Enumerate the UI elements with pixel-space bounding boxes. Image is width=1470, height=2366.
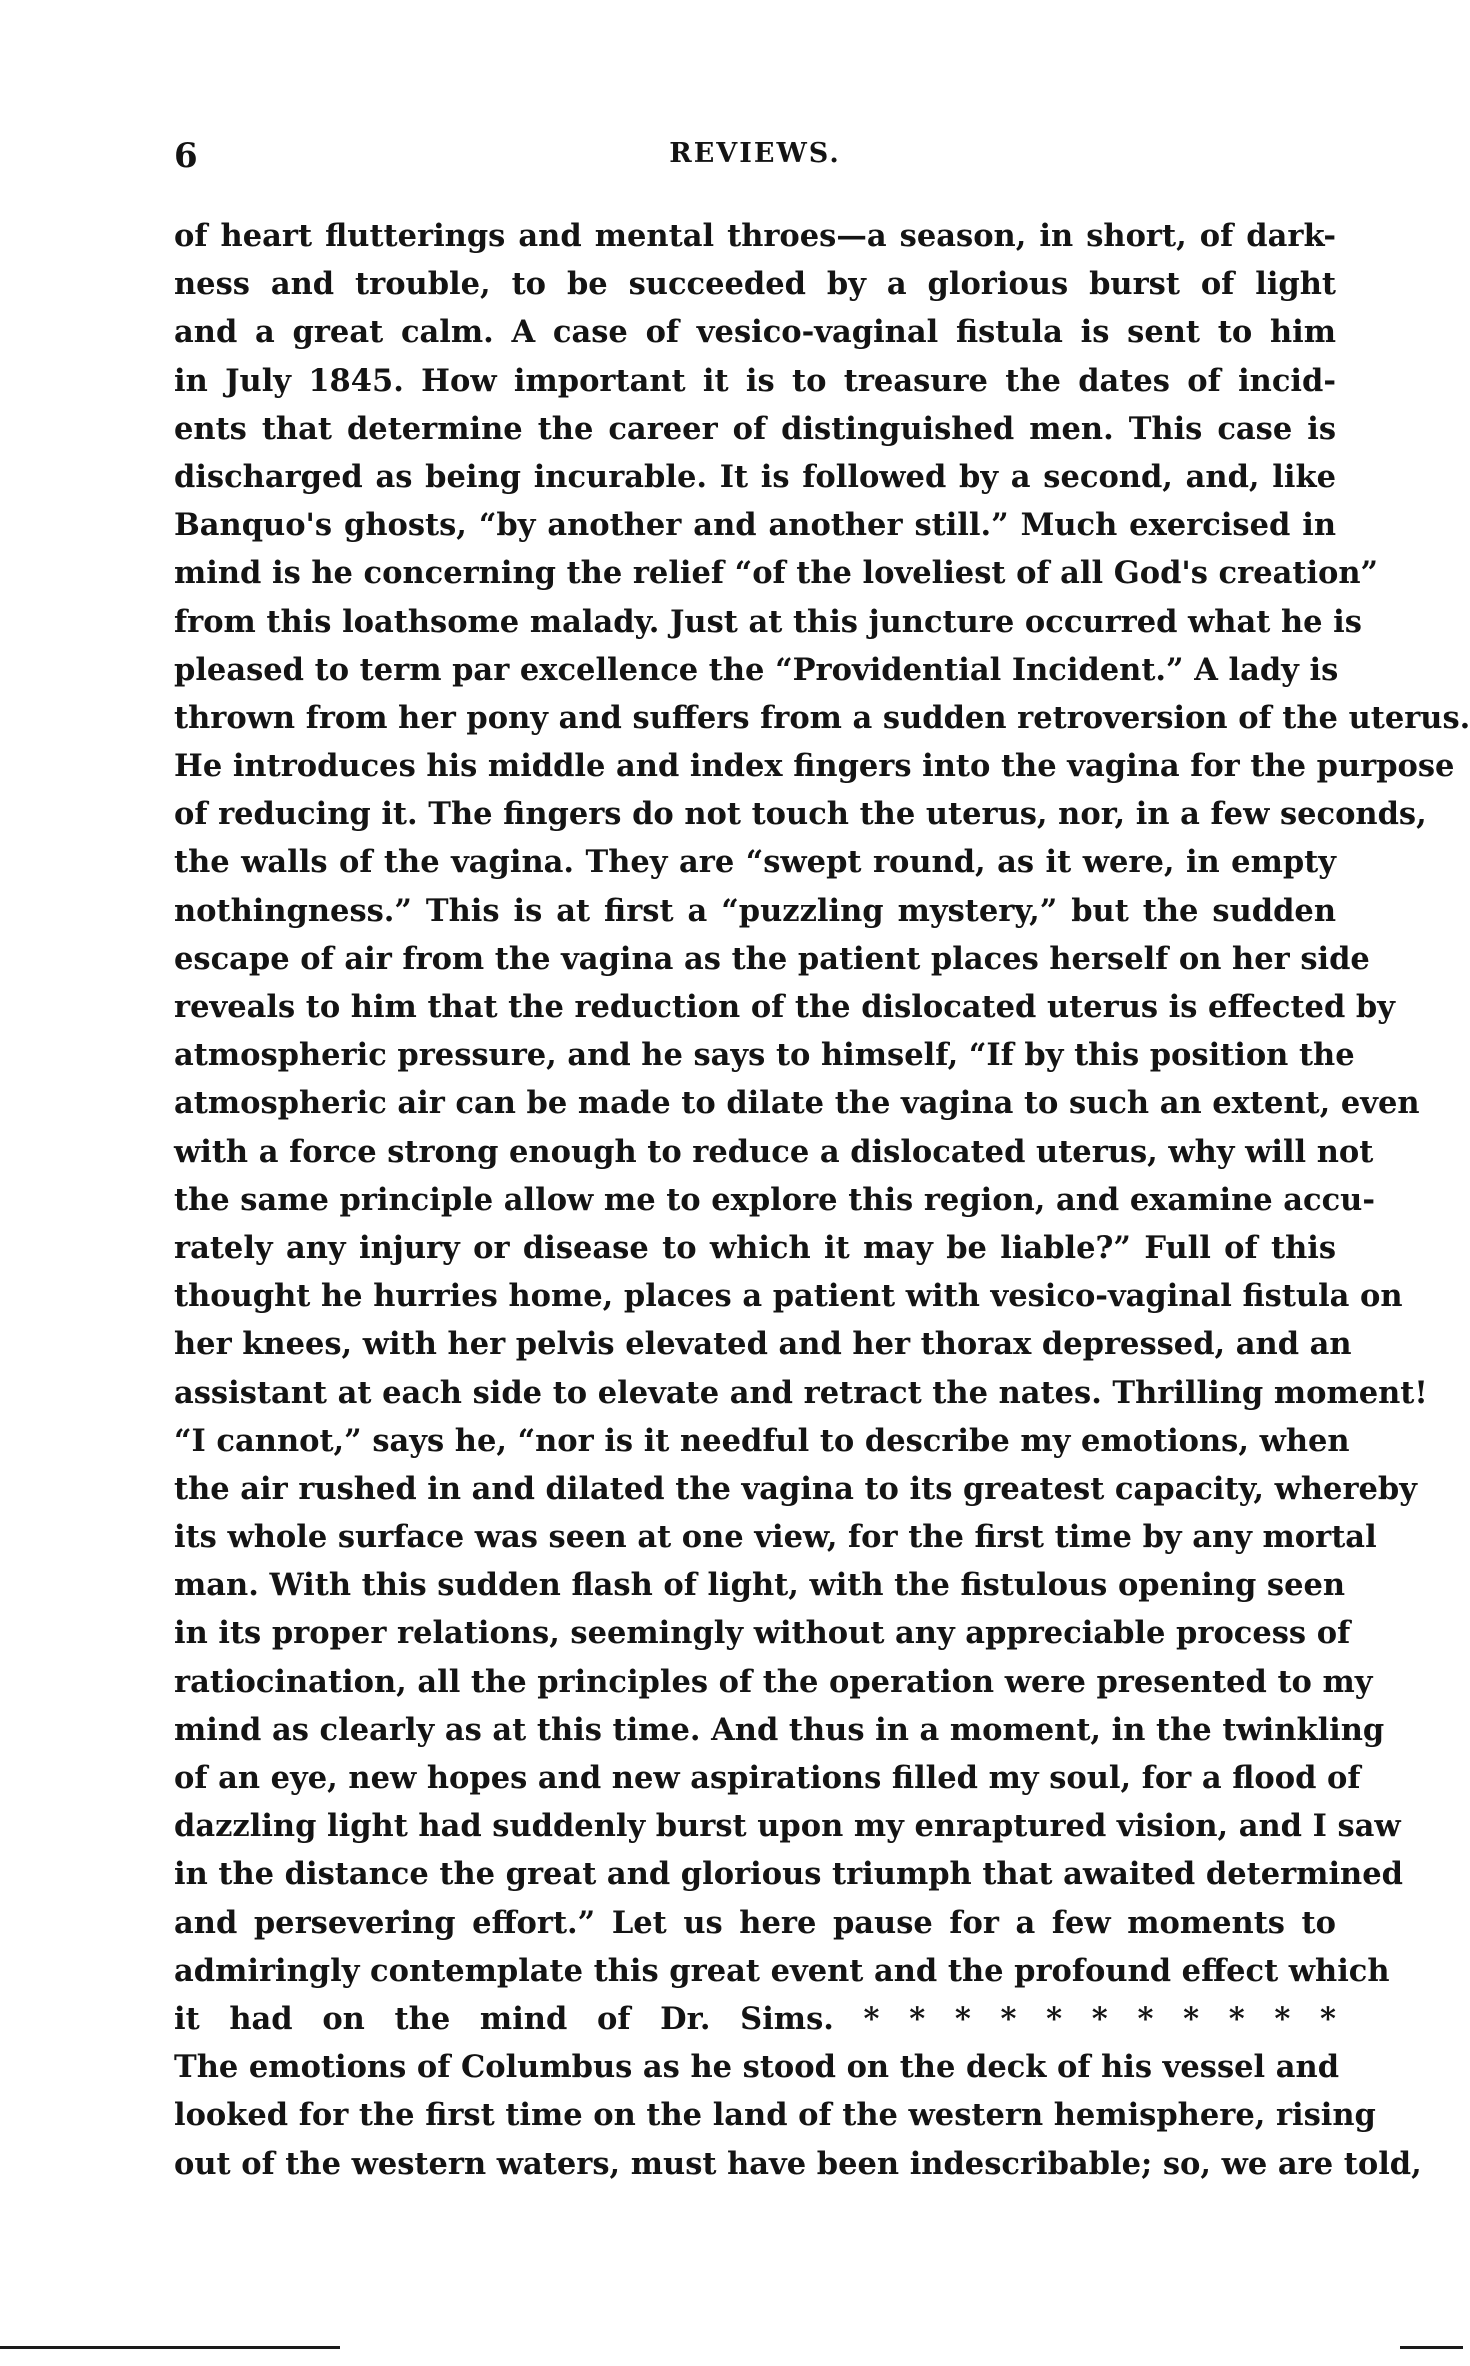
page-number: 6 bbox=[174, 136, 198, 176]
text-line: atmospheric air can be made to dilate the vagina to such an extent, even bbox=[174, 1085, 1420, 1122]
text-line: thought he hurries home, places a patient with vesico-vaginal fistula on bbox=[174, 1278, 1403, 1315]
text-line: thrown from her pony and suffers from a sudden retroversion of the uterus. bbox=[174, 699, 1470, 736]
text-line: it had on the mind of Dr. Sims. * * * * * * * * * * * bbox=[174, 2000, 1336, 2037]
text-line: ents that determine the career of distinguished men. This case is bbox=[174, 410, 1336, 447]
text-line: assistant at each side to elevate and retract the nates. Thrilling moment! bbox=[174, 1374, 1428, 1411]
scan-edge-segment bbox=[1400, 2346, 1463, 2349]
text-line: mind as clearly as at this time. And thus in a moment, in the twinkling bbox=[174, 1711, 1385, 1748]
text-line: ratiocination, all the principles of the operation were presented to my bbox=[174, 1663, 1373, 1700]
text-line: Banquo's ghosts, “by another and another still.” Much exercised in bbox=[174, 507, 1336, 544]
text-line: from this loathsome malady. Just at this juncture occurred what he is bbox=[174, 603, 1362, 640]
text-line: escape of air from the vagina as the patient places herself on her side bbox=[174, 940, 1370, 977]
text-line: dazzling light had suddenly burst upon my enraptured vision, and I saw bbox=[174, 1808, 1401, 1845]
text-line: ness and trouble, to be succeeded by a glorious burst of light bbox=[174, 266, 1336, 303]
text-line: discharged as being incurable. It is followed by a second, and, like bbox=[174, 458, 1336, 495]
text-line: pleased to term par excellence the “Providential Incident.” A lady is bbox=[174, 651, 1339, 688]
text-line: its whole surface was seen at one view, for the first time by any mortal bbox=[174, 1519, 1377, 1556]
text-line: the air rushed in and dilated the vagina to its greatest capacity, whereby bbox=[174, 1470, 1417, 1507]
text-line: nothingness.” This is at first a “puzzling mystery,” but the sudden bbox=[174, 892, 1336, 929]
text-line: mind is he concerning the relief “of the loveliest of all God's creation” bbox=[174, 555, 1379, 592]
text-line: rately any injury or disease to which it may be liable?” Full of this bbox=[174, 1229, 1336, 1266]
text-line: in July 1845. How important it is to treasure the dates of incid- bbox=[174, 362, 1336, 399]
page-header bbox=[174, 136, 1336, 184]
scan-edge-segment bbox=[0, 2346, 340, 2349]
text-line: and persevering effort.” Let us here pause for a few moments to bbox=[174, 1904, 1336, 1941]
text-line: He introduces his middle and index fingers into the vagina for the purpose bbox=[174, 748, 1455, 785]
text-line: out of the western waters, must have been indescribable; so, we are told, bbox=[174, 2145, 1422, 2182]
text-line: of an eye, new hopes and new aspirations filled my soul, for a flood of bbox=[174, 1760, 1361, 1796]
text-line: of heart flutterings and mental throes—a season, in short, of dark- bbox=[174, 218, 1336, 254]
text-line: The emotions of Columbus as he stood on the deck of his vessel and bbox=[174, 2049, 1340, 2086]
text-line: and a great calm. A case of vesico-vaginal fistula is sent to him bbox=[174, 314, 1336, 351]
text-line: looked for the first time on the land of the western hemisphere, rising bbox=[174, 2097, 1376, 2134]
text-line: with a force strong enough to reduce a dislocated uterus, why will not bbox=[174, 1133, 1374, 1170]
text-line: atmospheric pressure, and he says to himself, “If by this position the bbox=[174, 1037, 1355, 1074]
text-line: in the distance the great and glorious triumph that awaited determined bbox=[174, 1856, 1403, 1893]
text-line: the same principle allow me to explore this region, and examine accu- bbox=[174, 1181, 1376, 1218]
text-line: the walls of the vagina. They are “swept round, as it were, in empty bbox=[174, 844, 1336, 881]
text-line: of reducing it. The fingers do not touch the uterus, nor, in a few seconds, bbox=[174, 796, 1427, 833]
text-line: in its proper relations, seemingly without any appreciable process of bbox=[174, 1615, 1351, 1652]
running-head: REVIEWS. bbox=[669, 138, 841, 169]
text-line: her knees, with her pelvis elevated and her thorax depressed, and an bbox=[174, 1326, 1352, 1363]
text-line: man. With this sudden flash of light, with the fistulous opening seen bbox=[174, 1567, 1346, 1604]
text-line: admiringly contemplate this great event and the profound effect which bbox=[174, 1952, 1390, 1989]
body-text bbox=[174, 212, 1470, 2188]
text-line: reveals to him that the reduction of the dislocated uterus is effected by bbox=[174, 989, 1395, 1025]
text-line: “I cannot,” says he, “nor is it needful to describe my emotions, when bbox=[174, 1422, 1350, 1459]
